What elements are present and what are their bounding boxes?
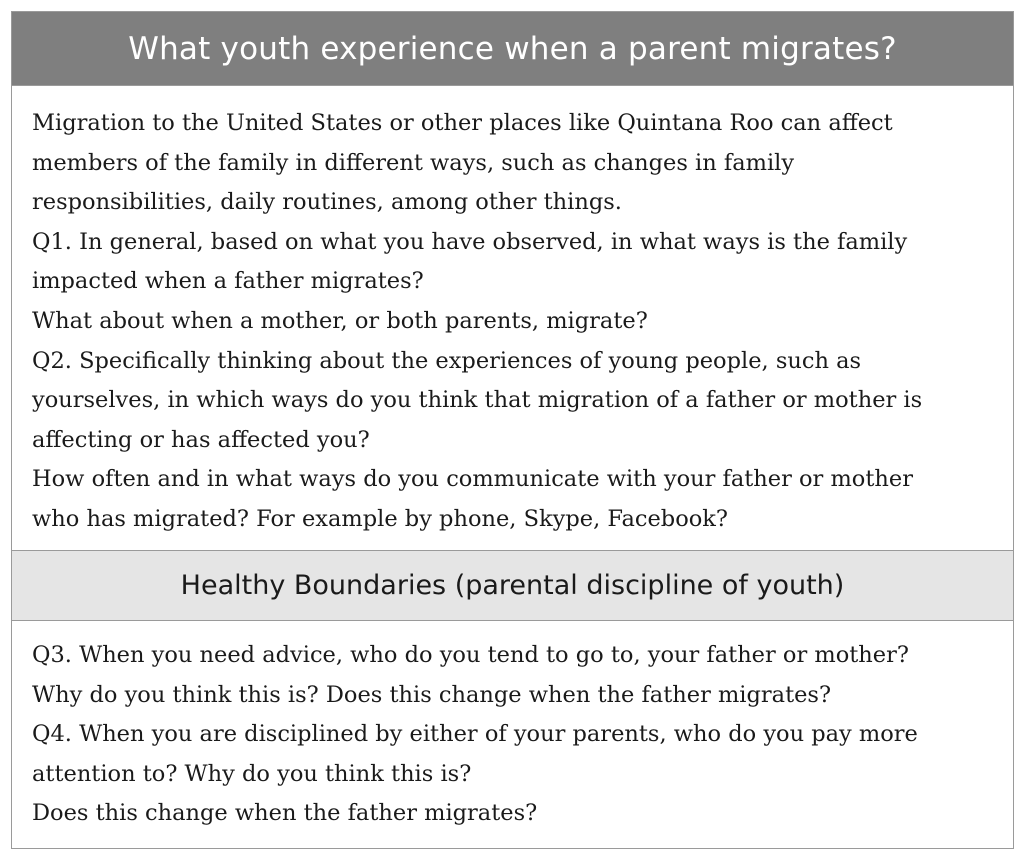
section1-header — [12, 12, 1013, 86]
section1-line: who has migrated? For example by phone, Skype, Facebook? — [32, 505, 728, 532]
section2-body — [12, 621, 1013, 848]
section2-line: Q4. When you are disciplined by either of your parents, who do you pay more — [32, 721, 918, 748]
section1-line: responsibilities, daily routines, among other things. — [32, 189, 622, 216]
section2-line: attention to? Why do you think this is? — [32, 760, 472, 787]
section2-header — [12, 551, 1013, 621]
section2-line: Why do you think this is? Does this change when the father migrates? — [32, 681, 832, 708]
section1-title: What youth experience when a parent migrates? — [128, 30, 897, 67]
section1-line: affecting or has affected you? — [32, 426, 370, 453]
section2-title: Healthy Boundaries (parental discipline of youth) — [180, 570, 845, 601]
section1-line: yourselves, in which ways do you think that migration of a father or mother is — [32, 387, 923, 414]
section1-line: What about when a mother, or both parents, migrate? — [32, 307, 648, 334]
section1-line: Q1. In general, based on what you have observed, in what ways is the family — [32, 228, 908, 255]
questions-table — [11, 11, 1014, 849]
section1-line: impacted when a father migrates? — [32, 268, 424, 295]
section1-body — [12, 86, 1013, 551]
section1-line: Migration to the United States or other places like Quintana Roo can affect — [32, 110, 893, 136]
section1-line: members of the family in different ways, such as changes in family — [32, 149, 795, 176]
section1-line: Q2. Specifically thinking about the experiences of young people, such as — [32, 347, 862, 374]
section2-line: Does this change when the father migrates? — [32, 800, 538, 827]
section2-line: Q3. When you need advice, who do you tend to go to, your father or mother? — [32, 642, 909, 668]
section1-line: How often and in what ways do you communicate with your father or mother — [32, 466, 913, 493]
